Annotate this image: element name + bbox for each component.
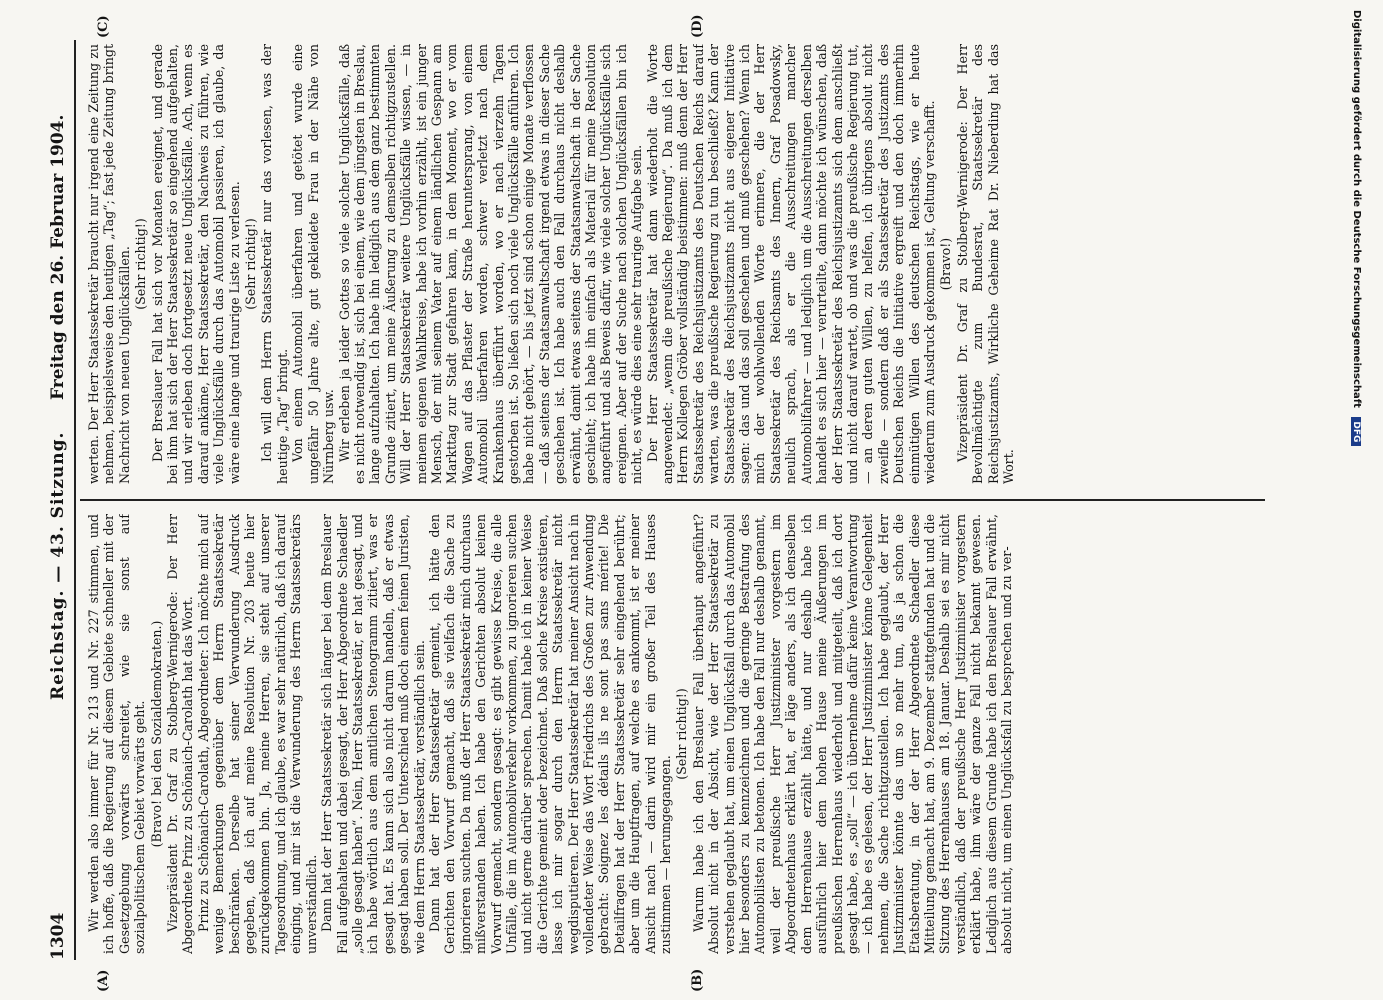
session-date: Freitag den 26. Februar 1904. — [48, 114, 68, 400]
page-header — [44, 40, 74, 960]
margin-mark-c: (C) — [96, 15, 111, 38]
paragraph: Vizepräsident Dr. Graf zu Stolberg-Wernigerode: Der Herr Bevollmächtigte zum Bundesrat, Staatssekretär des Reichsjustizamts, Wirkliche Geheime Rat Dr. Nieberding hat das Wort. — [954, 44, 1016, 484]
dfg-logo: DFG — [1351, 417, 1361, 446]
left-text-column — [86, 514, 1256, 954]
interjection: (Sehr richtig!) — [243, 218, 259, 310]
interjection: (Sehr richtig!) — [674, 688, 690, 780]
interjection: (Sehr richtig!) — [133, 218, 149, 310]
paragraph: Dann hat der Herr Staatssekretär gemeint, ich hätte den Gerichten den Vorwurf gemacht, daß sie vielfach die Sache zu ignorieren suchten. Da muß der Herr Staatssekretär mich durchaus mißverstanden haben. Ich habe den Gerichten absolut keinen Vorwurf gemacht, sondern gesagt: es gibt gewisse Kreise, die alle Unfälle, die im Automobilverkehr vorkommen, zu ignorieren suchen und nicht gerne darüber sprechen. Damit habe ich in keiner Weise die Gerichte gemeint oder bezeichnet. Daß solche Kreise existieren, lasse ich mir sogar durch den Herrn Staatssekretär nicht wegdisputieren. Der Herr Staatssekretär hat meiner Ansicht nach in vollendeter Weise das Wort Friedrichs des Großen zur Anwendung gebracht: Soignez les détails ils ne sont pas sans mérite! Die Detailfragen hat der Herr Staatssekretär sehr eingehend berührt; aber um die Hauptfragen, auf welche es ankommt, ist er meiner Ansicht nach — darin wird mir ein großer Teil des Hauses zustimmen — herumgegangen. — [426, 514, 674, 954]
paragraph: werten. Der Herr Staatssekretär braucht nur irgend eine Zeitung zu nehmen, beispielsweise den heutigen „Tag“; fast jede Zeitung bringt Nachricht von neuen Unglücksfällen. — [86, 44, 132, 484]
paragraph: Wir erleben ja leider Gottes so viele solcher Unglücksfälle, daß es nicht notwendig ist, sich bei einem, wie dem jüngsten in Breslau, lange aufzuhalten. Ich habe ihn lediglich aus dem ganz bestimmten Grunde zitiert, um meine Äußerung zu demselben richtigzustellen. Will der Herr Staatssekretär weitere Unglücksfälle wissen, — in meinem eigenen Wahlkreise, habe ich vorhin erzählt, ist ein junger Mensch, der mit seinem Vater auf einem ländlichen Gespann am Markttag zur Stadt gefahren kam, in dem Moment, wo er vom Wagen auf das Pflaster der Straße heruntersprang, von einem Automobil überfahren worden, schwer verletzt nach dem Krankenhaus überführt worden, wo er nach vierzehn Tagen gestorben ist. So ließen sich noch viele Unglücksfälle anführen. Ich habe nicht gehört, — bis jetzt sind schon einige Monate verflossen — daß seitens der Staatsanwaltschaft irgend etwas in dieser Sache geschehen ist. Ich habe auch den Fall durchaus nicht deshalb erwähnt, damit etwas seitens der Staatsanwaltschaft in der Sache geschieht; ich habe ihn einfach als Material für meine Resolution angeführt und als Beweis dafür, wie viele solcher Unglücksfälle sich ereignen. Aber auf der Suche nach solchen Unglücksfällen bin ich nicht, es würde dies eine sehr traurige Aufgabe sein. — [336, 44, 645, 484]
right-text-column — [86, 44, 1256, 484]
column-divider — [80, 499, 1265, 501]
credit-text: Digitalisierung gefördert durch die Deutsche Forschungsgemeinschaft — [1351, 10, 1362, 408]
paragraph: Vizepräsident Dr. Graf zu Stolberg-Wernigerode: Der Herr Abgeordnete Prinz zu Schönaich-Carolath hat das Wort. — [165, 514, 196, 954]
paragraph: Ich will dem Herrn Staatssekretär nur das vorlesen, was der heutige „Tag“ bringt. — [259, 44, 290, 484]
paragraph: Von einem Automobil überfahren und getötet wurde eine ungefähr 50 Jahre alte, gut gekleidete Frau in der Nähe von Nürnberg usw. — [290, 44, 337, 484]
paragraph: Warum habe ich den Breslauer Fall überhaupt angeführt? Absolut nicht in der Absicht, wie der Herr Staatssekretär zu verstehen geglaubt hat, um einen Unglücksfall durch das Automobil hier besonders zu kennzeichnen und die geringe Bestrafung des Automobilisten zu betonen. Ich habe den Fall nur deshalb genannt, weil der preußische Herr Justizminister vorgestern im Abgeordnetenhaus erklärt hat, er läge anders, als ich denselben dem Herrenhause erzählt hätte, und nur deshalb habe ich ausführlich hier dem hohen Hause meine Äußerungen im preußischen Herrenhaus wiederholt und mitgeteilt, daß ich dort gesagt habe, es „soll“ — ich übernehme dafür keine Verantwortung — ich habe es gelesen, der Herr Justizminister könne Gelegenheit nehmen, die Sache richtigzustellen. Ich habe geglaubt, der Herr Justizminister könnte das um so mehr tun, als ja schon die Etatsberatung, in der der Herr Abgeordnete Schaedler diese Mitteilung gemacht hat, am 9. Dezember stattgefunden hat und die Sitzung des Herrenhauses am 18. Januar. Deshalb sei es mir nicht verständlich, daß der preußische Herr Justizminister vorgestern erklärt habe, ihm wäre der ganze Fall nicht bekannt gewesen. Lediglich aus diesem Grunde habe ich den Breslauer Fall erwähnt, absolut nicht, um einen Unglücksfall zu besprechen und zu ver- — [690, 514, 1014, 954]
interjection: (Bravo!) — [938, 237, 954, 291]
paragraph: Der Breslauer Fall hat sich vor Monaten ereignet, und gerade bei ihm hat sich der Herr Staatssekretär so eingehend aufgehalten, und wir erleben doch fortgesetzt neue Unglücksfälle. Ach, wenn es darauf ankäme, Herr Staatssekretär, den Nachweis zu führen, wie viele Unglücksfälle durch das Automobil passieren, ich glaube, da wäre eine lange und traurige Liste zu verlesen. — [149, 44, 242, 484]
margin-mark-a: (A) — [96, 969, 111, 992]
header-rule — [74, 40, 76, 960]
page-number: 1304 — [48, 912, 68, 960]
digitization-credit — [1344, 10, 1362, 990]
paragraph: Der Herr Staatssekretär hat dann wiederholt die Worte angewendet: „wenn die preußische Regierung“. Da muß ich dem Herrn Kollegen Gröber vollständig beistimmen: muß denn der Herr Staatssekretär des Reichsjustizamts des Deutschen Reichs darauf warten, was die preußische Regierung zu tun beschließt? Kann der Staatssekretär des Reichsjustizamts nicht aus eigener Initiative sagen: das und das soll geschehen und muß geschehen? Wenn ich mich der wohlwollenden Worte erinnere, die der Herr Staatssekretär des Reichsamts des Innern, Graf Posadowsky, neulich sprach, als er die Ausschreitungen mancher Automobilfahrer — und lediglich um die Ausschreitungen derselben handelt es sich hier — verurteilte, dann möchte ich wünschen, daß der Herr Staatssekretär des Reichsjustizamts sich dem anschließt und nicht darauf wartet, ob und was die preußische Regierung tut, — an deren guten Willen, zu helfen, ich übrigens absolut nicht zweifle — sondern daß er als Staatssekretär des Justizamts des Deutschen Reichs die Initiative ergreift und den doch immerhin einmütigen Willen des deutschen Reichstags, wie er heute wiederum zum Ausdruck gekommen ist, Geltung verschafft. — [644, 44, 937, 484]
paragraph: Dann hat der Herr Staatssekretär sich länger bei dem Breslauer Fall aufgehalten und dabei gesagt, der Herr Abgeordnete Schaedler „solle gesagt haben“. Nein, Herr Staatssekretär, er hat gesagt, und ich habe wörtlich aus dem amtlichen Stenogramm zitiert, was er gesagt hat. Es kann sich also nicht darum handeln, daß er etwas gesagt haben soll. Der Unterschied muß doch einem feinen Juristen, wie dem Herrn Staatssekretär, verständlich sein. — [319, 514, 427, 954]
paragraph: Wir werden also immer für Nr. 213 und Nr. 227 stimmen, und ich hoffe, daß die Regierung auf diesem Gebiete schneller mit der Gesetzgebung vorwärts schreitet, wie sie sonst auf sozialpolitischem Gebiet vorwärts geht. — [86, 514, 148, 954]
interjection: (Bravo! bei den Sozialdemokraten.) — [148, 620, 164, 848]
margin-mark-b: (B) — [690, 968, 705, 992]
paragraph: Prinz zu Schönaich-Carolath, Abgeordneter: Ich möchte mich auf wenige Bemerkungen gegenüber dem Herrn Staatssekretär beschränken. Derselbe hat seiner Verwunderung Ausdruck gegeben, daß ich auf meine Resolution Nr. 203 heute hier zurückgekommen bin. Ja, meine Herren, sie steht auf unserer Tagesordnung, und ich glaube, es war sehr natürlich, daß ich darauf einging, und mir ist die Verwunderung des Herrn Staatssekretärs unverständlich. — [195, 514, 319, 954]
margin-mark-d: (D) — [690, 14, 705, 38]
session-title: Reichstag. — 43. Sitzung. — [48, 431, 68, 700]
